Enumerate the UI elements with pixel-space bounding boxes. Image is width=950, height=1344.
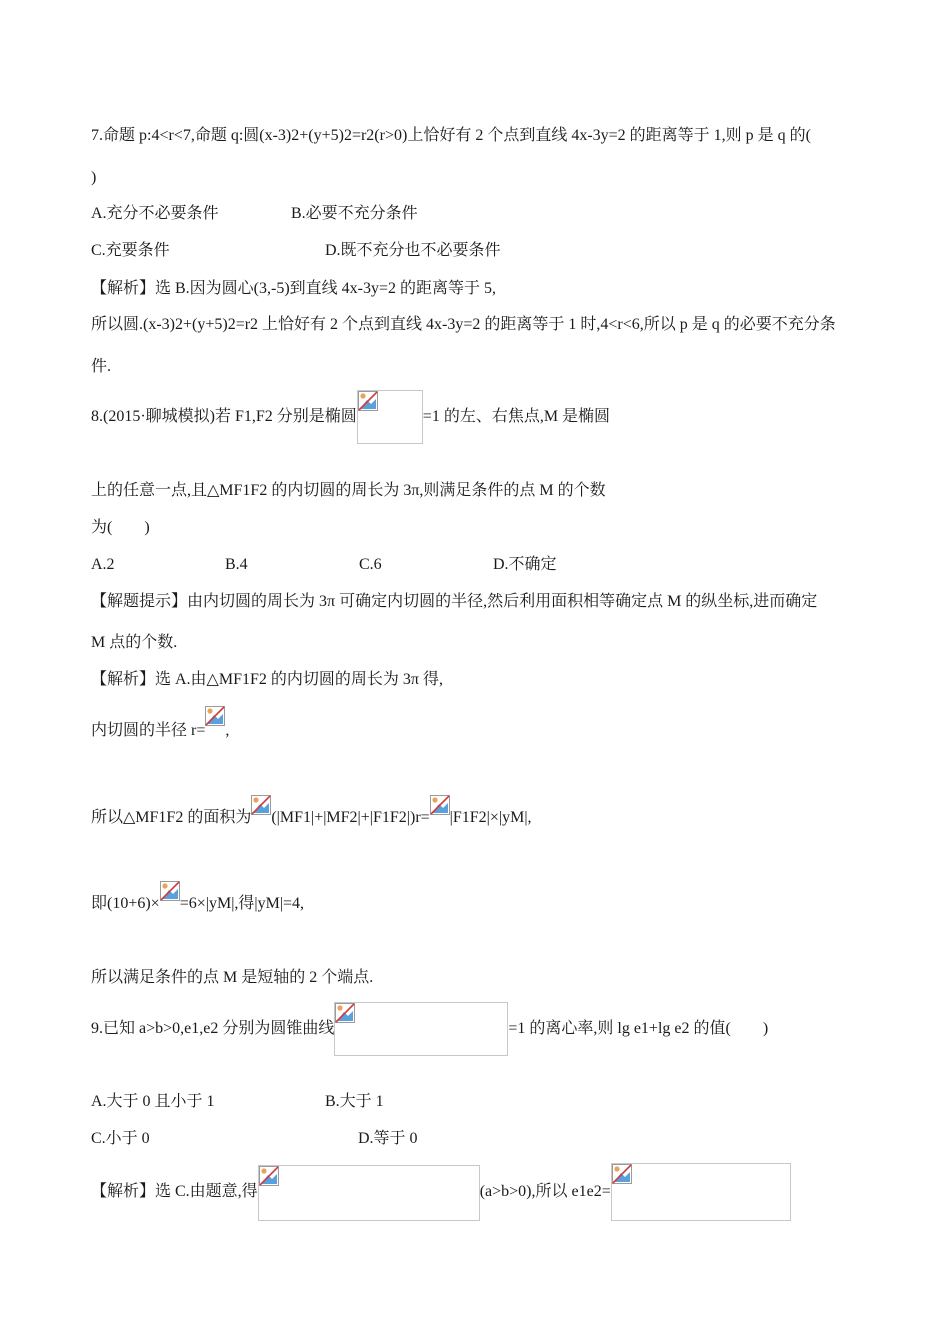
- q9-solution-line1: [91, 1163, 791, 1221]
- q9-solution-text-b: (a>b>0),所以 e1e2=: [479, 1183, 611, 1200]
- q7-solution-line3: 件.: [91, 358, 112, 375]
- q8-equation-text-b: =6×|yM|,得|yM|=4,: [179, 895, 305, 912]
- q8-area-text-c: |F1F2|×|yM|,: [449, 809, 532, 826]
- broken-image-icon: [612, 1164, 632, 1184]
- q8-solution-line1: 【解析】选 A.由△MF1F2 的内切圆的周长为 3π 得,: [91, 671, 443, 688]
- eccentricity-product-image: [611, 1163, 791, 1221]
- q9-option-d: D.等于 0: [358, 1130, 418, 1147]
- q8-option-d: D.不确定: [493, 556, 557, 573]
- radius-value-image: [160, 881, 180, 931]
- q8-stem-text-a: 8.(2015·聊城模拟)若 F1,F2 分别是椭圆: [91, 408, 357, 425]
- q7-stem-line2: ): [91, 169, 97, 186]
- q8-radius-comma: ,: [225, 722, 230, 739]
- q7-option-a: A.充分不必要条件: [91, 205, 219, 222]
- ellipse-equation-image: [357, 390, 423, 444]
- q8-solution-line2: [91, 704, 229, 758]
- q8-stem-text-b: =1 的左、右焦点,M 是椭圆: [422, 408, 611, 425]
- broken-image-icon: [259, 1166, 279, 1186]
- q8-hint-line1: 【解题提示】由内切圆的周长为 3π 可确定内切圆的半径,然后利用面积相等确定点 M 的纵坐标,进而确定: [91, 593, 818, 610]
- q8-area-text-b: (|MF1|+|MF2|+|F1F2|)r=: [271, 809, 430, 826]
- half-fraction-image-2: [430, 795, 450, 845]
- eccentricity-system-image: [258, 1165, 480, 1221]
- q7-stem-line1: 7.命题 p:4<r<7,命题 q:圆(x-3)2+(y+5)2=r2(r>0)上恰好有 2 个点到直线 4x-3y=2 的距离等于 1,则 p 是 q 的(: [91, 127, 811, 144]
- conic-equation-image: [334, 1002, 508, 1056]
- q8-option-b: B.4: [225, 556, 248, 573]
- q8-solution-line3: [91, 791, 532, 845]
- broken-image-icon: [358, 391, 378, 411]
- q9-stem-text-a: 9.已知 a>b>0,e1,e2 分别为圆锥曲线: [91, 1020, 335, 1037]
- q8-area-text-a: 所以△MF1F2 的面积为: [91, 809, 252, 826]
- q9-option-a: A.大于 0 且小于 1: [91, 1093, 215, 1110]
- q8-equation-text-a: 即(10+6)×: [91, 895, 160, 912]
- broken-image-icon: [430, 795, 450, 815]
- q8-radius-text: 内切圆的半径 r=: [91, 722, 206, 739]
- q9-solution-text-a: 【解析】选 C.由题意,得: [91, 1183, 258, 1200]
- q7-solution-line1: 【解析】选 B.因为圆心(3,-5)到直线 4x-3y=2 的距离等于 5,: [91, 280, 497, 297]
- q8-stem-line1: [91, 390, 610, 444]
- q7-option-c: C.充要条件: [91, 242, 170, 259]
- broken-image-icon: [251, 795, 271, 815]
- q8-solution-line4: [91, 877, 304, 931]
- half-fraction-image: [251, 795, 271, 845]
- q8-solution-line5: 所以满足条件的点 M 是短轴的 2 个端点.: [91, 969, 374, 986]
- q7-option-d: D.既不充分也不必要条件: [325, 242, 501, 259]
- q8-hint-line2: M 点的个数.: [91, 634, 178, 651]
- radius-formula-image: [205, 706, 225, 758]
- broken-image-icon: [160, 881, 180, 901]
- q7-solution-line2: 所以圆.(x-3)2+(y+5)2=r2 上恰好有 2 个点到直线 4x-3y=2 的距离等于 1 时,4<r<6,所以 p 是 q 的必要不充分条: [91, 316, 836, 333]
- q7-option-b: B.必要不充分条件: [291, 205, 418, 222]
- q8-option-c: C.6: [359, 556, 382, 573]
- q8-option-a: A.2: [91, 556, 115, 573]
- q9-stem-text-b: =1 的离心率,则 lg e1+lg e2 的值( ): [508, 1020, 769, 1037]
- q9-option-b: B.大于 1: [325, 1093, 384, 1110]
- q9-stem-line1: [91, 1002, 768, 1056]
- q8-stem-line3: 为( ): [91, 519, 150, 536]
- q9-option-c: C.小于 0: [91, 1130, 150, 1147]
- broken-image-icon: [205, 706, 225, 726]
- q8-stem-line2: 上的任意一点,且△MF1F2 的内切圆的周长为 3π,则满足条件的点 M 的个数: [91, 482, 606, 499]
- broken-image-icon: [335, 1003, 355, 1023]
